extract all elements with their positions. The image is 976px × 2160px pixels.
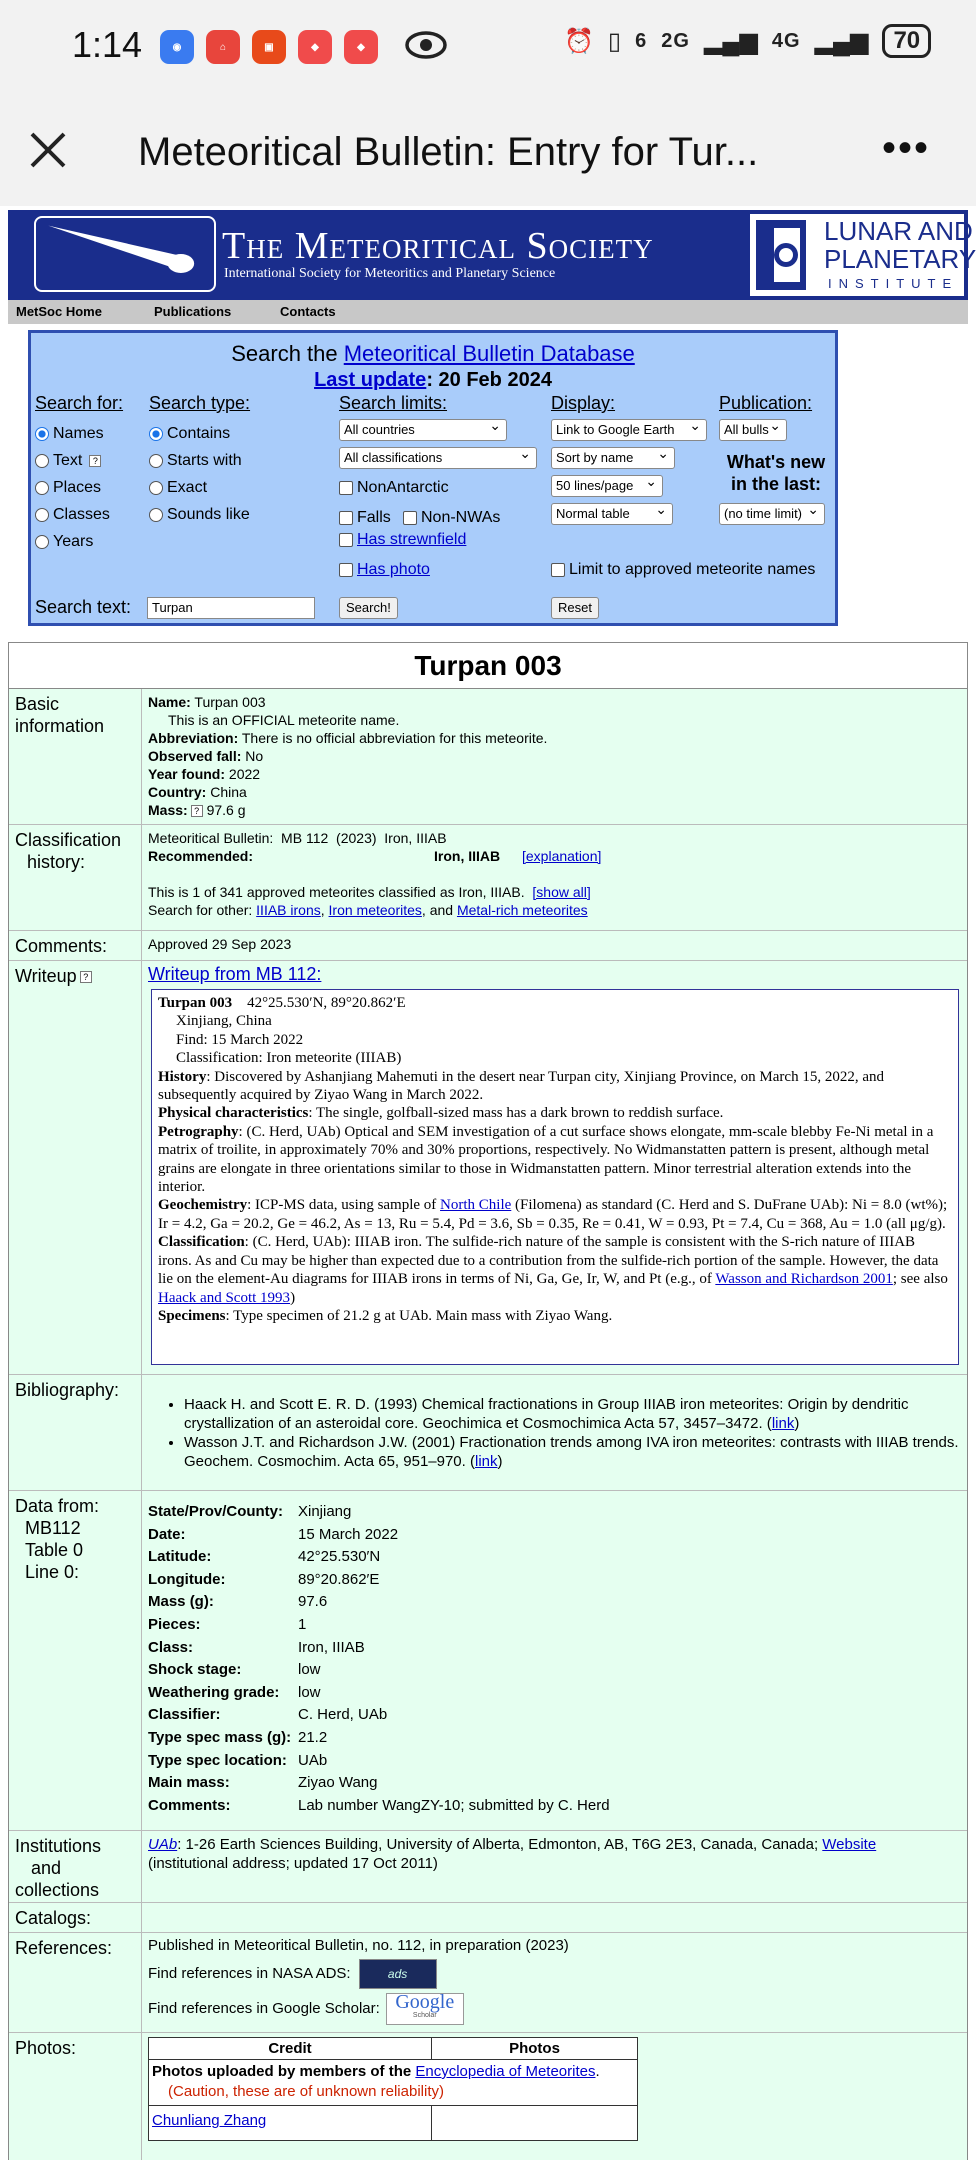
nasa-ads-logo[interactable]: ads <box>359 1959 437 1989</box>
signal-2g-icon: 2G <box>661 29 690 52</box>
basic-info-cell: Name: Turpan 003 This is an OFFICIAL meteorite name. Abbreviation: There is no official abbreviation for this meteorite. Observed fall: No Year found: 2022 Country: China Mass: ? 97.6 g <box>141 689 967 824</box>
search-limits-label: Search limits: <box>339 393 448 413</box>
wifi-icon: 6 <box>635 29 648 52</box>
signal-bars-icon: ▂▄▆ <box>814 27 869 55</box>
iron-meteorites-link[interactable]: Iron meteorites <box>328 902 422 918</box>
photo-credit-link[interactable]: Chunliang Zhang <box>152 2112 267 2129</box>
strewnfield-checkbox[interactable]: Has strewnfield <box>339 531 466 549</box>
writeup-row <box>9 961 967 1375</box>
meteorite-table <box>8 642 968 2160</box>
institutions-label: Institutions and collections <box>15 1836 102 1900</box>
publication-label: Publication: <box>719 393 813 413</box>
bib-link[interactable]: link <box>474 1453 498 1470</box>
status-bar <box>0 0 976 96</box>
basic-info-label: Basic information <box>15 694 105 736</box>
radio-starts-with[interactable]: Starts with <box>149 447 250 474</box>
eye-icon <box>404 28 448 62</box>
data-from-label: Data from: MB112 Table 0 Line 0: <box>15 1496 100 1582</box>
classifications-select[interactable]: All classifications ⌄ <box>339 447 537 469</box>
classification-cell: Meteoritical Bulletin: MB 112 (2023) Iron, IIIAB Recommended: Iron, IIIAB [explanation] This is 1 of 341 approved meteorites classified as Iron, IIIAB. [show all] Search for other: IIIAB irons, Iron meteorites, and Metal-rich meteorites <box>141 825 967 930</box>
explanation-link[interactable]: [explanation] <box>522 848 602 864</box>
sort-select[interactable]: Sort by name ⌄ <box>551 447 675 469</box>
has-photo-checkbox[interactable]: Has photo <box>339 561 430 579</box>
references-cell: Published in Meteoritical Bulletin, no. 112, in preparation (2023) Find references in NASA ADS: ads Find references in Google Scholar: Google Scholar <box>141 1933 967 2032</box>
iiiab-irons-link[interactable]: IIIAB irons <box>256 902 321 918</box>
search-text-input[interactable]: Turpan <box>147 597 315 619</box>
data-kv-list: State/Prov/County: Xinjiang Date: 15 March 2022 Latitude: 42°25.530′N Longitude: 89°20.862′E Mass (g): 97.6 Pieces: 1 Class: Iron, IIIAB Shock stage: low Weathering grade: low Classifier: C. Herd, UAb Type spec mass (g): 21.2 Type spec location: UAb Main mass: Ziyao Wang Comments: Lab number WangZY-10; submitted by C. Herd <box>148 1503 610 1814</box>
radio-exact[interactable]: Exact <box>149 474 250 501</box>
meteor-logo-icon[interactable] <box>34 216 216 292</box>
bulls-select[interactable]: All bulls ⌄ <box>719 419 787 441</box>
non-nwas-checkbox[interactable]: Non-NWAs <box>403 509 500 527</box>
radio-contains[interactable]: Contains <box>149 420 250 447</box>
references-row <box>9 1933 967 2033</box>
photos-label: Photos: <box>15 2038 77 2058</box>
bibliography-row <box>9 1375 967 1491</box>
classification-row <box>9 825 967 931</box>
browser-title-bar <box>0 96 976 206</box>
alarm-icon: ⏰ <box>564 27 594 55</box>
catalogs-label: Catalogs: <box>15 1908 92 1928</box>
reset-button[interactable]: Reset <box>551 597 599 619</box>
display-link-select[interactable]: Link to Google Earth ⌄ <box>551 419 707 441</box>
metal-rich-link[interactable]: Metal-rich meteorites <box>456 902 588 918</box>
app-notification-icon: ⌂ <box>206 30 240 64</box>
show-all-link[interactable]: [show all] <box>532 884 591 900</box>
metsoc-banner <box>8 210 976 300</box>
bib-link[interactable]: link <box>771 1415 795 1432</box>
help-icon[interactable]: ? <box>89 455 101 467</box>
battery-icon: 70 <box>882 24 931 58</box>
uab-link[interactable]: UAb <box>148 1836 178 1853</box>
lpi-logo[interactable] <box>750 214 976 296</box>
close-icon[interactable] <box>22 124 74 176</box>
photos-cell <box>141 2033 967 2160</box>
lpi-mark-icon <box>756 220 806 290</box>
north-chile-link[interactable]: North Chile <box>440 1197 512 1214</box>
whats-new-label: What's new in the last: <box>726 452 826 494</box>
countries-select[interactable]: All countries ⌄ <box>339 419 507 441</box>
search-text-label: Search text: <box>35 597 132 617</box>
search-panel <box>28 330 838 626</box>
wasson-richardson-link[interactable]: Wasson and Richardson 2001 <box>715 1271 893 1288</box>
nav-contacts[interactable]: Contacts <box>280 304 336 319</box>
display-label: Display: <box>551 393 616 413</box>
status-right <box>564 24 931 58</box>
app-notification-icon: ◆ <box>298 30 332 64</box>
writeup-box: Turpan 003 42°25.530′N, 89°20.862′E Xinjiang, China Find: 15 March 2022 Classification: Iron meteorite (IIIAB) History: Discovered by Ashanjiang Mahemuti in the desert near Turpan city, Xinjiang Province, on March 15, 2022, and subsequently acquired by Ziyao Wang in March 2022. Physical characteristics: The single, golfball-sized mass has a dark brown to reddish surface. Petrography: (C. Herd, UAb) Optical and SEM investigation of a cut surface shows elongate, mm-scale blebby Fe-Ni metal in a matrix of troilite, in approximately 70% and 30% proportions, respectively. No Widmanstatten pattern is present, although metal grains are elongate in three orientations similar to those in Widmanstatten pattern. Minor terrestrial alteration extends into the interior. Geochemistry: ICP-MS data, using sample of North Chile (Filomena) as standard (C. Herd and S. DuFrane UAb): Ni = 8.0 (wt%); Ir = 4.2, Ga = 20.2, Ge = 46.2, As = 13, Ru = 5.4, Pd = 3.6, Sb = 0.35, Re = 0.41, W = 0.93, Pt = 7.4, Cu = 368, Au = 1.0 (all μg/g). Classification: (C. Herd, UAb): IIIAB iron. The sulfide-rich nature of the sample is consistent with the S-rich nature of IIIAB irons. As and Cu may be higher than expected due to a contribution from the sulfide-rich portion of the sample. However, the data lie on the element-Au diagrams for IIIAB irons in terms of Ni, Ga, Ge, Ir, W, and Pt (e.g., of Wasson and Richardson 2001; see also Haack and Scott 1993) Specimens: Type specimen of 21.2 g at UAb. Main mass with Ziyao Wang. <box>151 989 959 1365</box>
notification-icons <box>160 30 378 64</box>
haack-scott-link[interactable]: Haack and Scott 1993 <box>158 1289 291 1306</box>
data-from-cell <box>141 1491 967 1830</box>
status-time: 1:14 <box>72 24 143 65</box>
app-notification-icon: ◉ <box>160 30 194 64</box>
page-title: Meteoritical Bulletin: Entry for Tur... <box>138 130 759 174</box>
nav-metsoc-home[interactable]: MetSoc Home <box>16 304 102 319</box>
radio-years[interactable]: Years <box>35 528 123 555</box>
classification-label: Classification history: <box>15 830 122 872</box>
data-from-row <box>9 1491 967 1831</box>
search-type-label: Search type: <box>149 393 251 413</box>
writeup-from-link[interactable]: Writeup from MB 112: <box>148 964 322 984</box>
radio-names[interactable]: Names <box>35 420 123 447</box>
bibliography-item: • Haack H. and Scott E. R. D. (1993) Chemical fractionations in Group IIIAB iron meteorites: Origin by dendritic crystallization of an asteroidal core. Geochimica et Cosmochimica Acta 57, 3457–3472. (link) <box>184 1395 961 1433</box>
signal-bars-icon: ▂▄▆ <box>703 27 758 55</box>
bibliography-label: Bibliography: <box>15 1380 120 1400</box>
website-link[interactable]: Website <box>822 1836 877 1853</box>
writeup-label: Writeup ? <box>15 965 92 987</box>
photos-row <box>9 2033 967 2160</box>
web-page <box>0 206 976 2160</box>
vibrate-icon: ▯ <box>607 27 622 55</box>
meteorite-name-title: Turpan 003 <box>9 643 967 689</box>
comments-row <box>9 931 967 961</box>
search-for-group <box>35 393 123 555</box>
search-for-label: Search for: <box>35 393 124 413</box>
last-update-link[interactable]: Last update <box>314 369 427 391</box>
lpi-line-2: PLANETARY <box>824 244 976 274</box>
search-type-group <box>149 393 250 528</box>
site-nav <box>8 300 968 324</box>
signal-4g-icon: 4G <box>771 29 801 52</box>
more-options-icon[interactable]: ••• <box>882 126 931 170</box>
nonantarctic-checkbox[interactable]: NonAntarctic <box>339 479 449 497</box>
banner-subtitle: International Society for Meteoritics and Planetary Science <box>224 266 556 281</box>
time-limit-select[interactable]: (no time limit) ⌄ <box>719 503 825 525</box>
help-icon[interactable]: ? <box>191 805 203 817</box>
radio-places[interactable]: Places <box>35 474 123 501</box>
bibliography-cell <box>141 1375 967 1490</box>
photos-table: Credit Photos Photos uploaded by members of the Encyclopedia of Meteorites. (Caution, these are of unknown reliability) Chunliang Zhang <box>148 2037 638 2141</box>
falls-checkbox[interactable]: Falls <box>339 509 391 527</box>
catalogs-cell <box>141 1903 967 1932</box>
radio-classes[interactable]: Classes <box>35 501 123 528</box>
app-notification-icon: ◆ <box>344 30 378 64</box>
mbd-link[interactable]: Meteoritical Bulletin Database <box>343 341 635 366</box>
app-notification-icon: ▣ <box>252 30 286 64</box>
last-update: Last update: 20 Feb 2024 <box>314 369 552 391</box>
radio-text[interactable]: Text ? <box>35 447 123 474</box>
comments-label: Comments: <box>15 936 108 956</box>
google-scholar-logo[interactable]: Google Scholar <box>386 1993 464 2025</box>
table-format-select[interactable]: Normal table ⌄ <box>551 503 673 525</box>
radio-sounds-like[interactable]: Sounds like <box>149 501 250 528</box>
search-heading: Search the Meteoritical Bulletin Database <box>231 341 635 366</box>
bibliography-item: • Wasson J.T. and Richardson J.W. (2001) Fractionation trends among IVA iron meteorites: contrasts with IIIAB trends. Geochem. Cosmochim. Acta 65, 951–970. (link) <box>184 1433 961 1471</box>
lpi-line-3: INSTITUTE <box>828 276 959 291</box>
institutions-row <box>9 1831 967 1903</box>
nav-publications[interactable]: Publications <box>154 304 232 319</box>
catalogs-row <box>9 1903 967 1933</box>
help-icon[interactable]: ? <box>80 971 92 983</box>
limit-approved-checkbox[interactable]: Limit to approved meteorite names <box>551 561 815 579</box>
references-label: References: <box>15 1938 113 1958</box>
lpi-line-1: LUNAR AND <box>824 216 973 246</box>
encyclopedia-link[interactable]: Encyclopedia of Meteorites <box>415 2063 596 2080</box>
search-button[interactable]: Search! <box>339 597 398 619</box>
lines-per-page-select[interactable]: 50 lines/page ⌄ <box>551 475 663 497</box>
banner-title: The Meteoritical Society <box>222 225 654 267</box>
basic-info-row <box>9 689 967 825</box>
institutions-cell: UAb: 1-26 Earth Sciences Building, University of Alberta, Edmonton, AB, T6G 2E3, Canada, Canada; Website (institutional address; updated 17 Oct 2011) <box>141 1831 967 1902</box>
comments-cell: Approved 29 Sep 2023 <box>141 931 967 960</box>
